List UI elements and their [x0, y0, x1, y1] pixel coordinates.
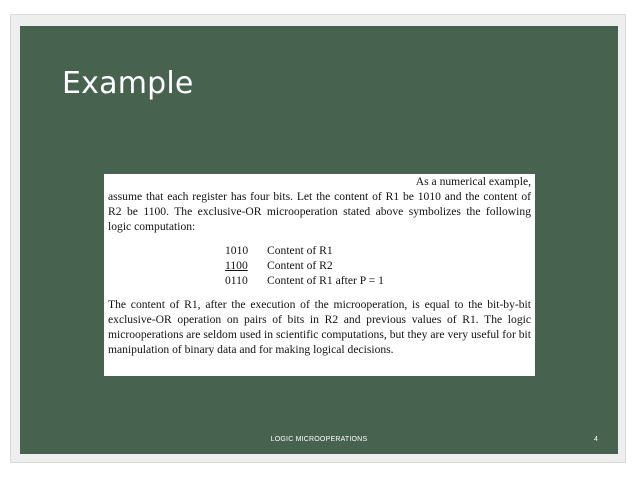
textbook-excerpt — [104, 174, 535, 376]
computation-bits: 1100 — [225, 259, 248, 272]
xor-computation-table — [225, 243, 384, 288]
computation-bits: 1010 — [225, 244, 249, 257]
excerpt-intro: assume that each register has four bits. Let the content of R1 be 1010 and the content of R2 be 1100. The exclusive-OR microoperation stated above symbolizes the following logic computation: — [108, 190, 531, 233]
computation-row — [225, 273, 384, 288]
computation-description: Content of R2 — [267, 259, 333, 272]
computation-row — [225, 258, 384, 273]
computation-row — [225, 243, 384, 258]
excerpt-conclusion: The content of R1, after the execution of the microoperation, is equal to the bit-by-bit exclusive-OR operation on pairs of bits in R2 and previous values of R1. The logic microoperations are seldom used in scientific computations, but they are very useful for bit manipulation of binary data and for making logical decisions. — [108, 298, 531, 356]
slide-footer: LOGIC MICROOPERATIONS — [270, 436, 368, 443]
slide — [20, 26, 618, 454]
computation-bits: 0110 — [225, 274, 248, 287]
computation-description: Content of R1 after P = 1 — [267, 274, 384, 287]
computation-description: Content of R1 — [267, 244, 333, 257]
excerpt-intro-first-line: As a numerical example, — [415, 175, 531, 188]
slide-title: Example — [62, 66, 194, 101]
slide-number: 4 — [594, 436, 598, 443]
